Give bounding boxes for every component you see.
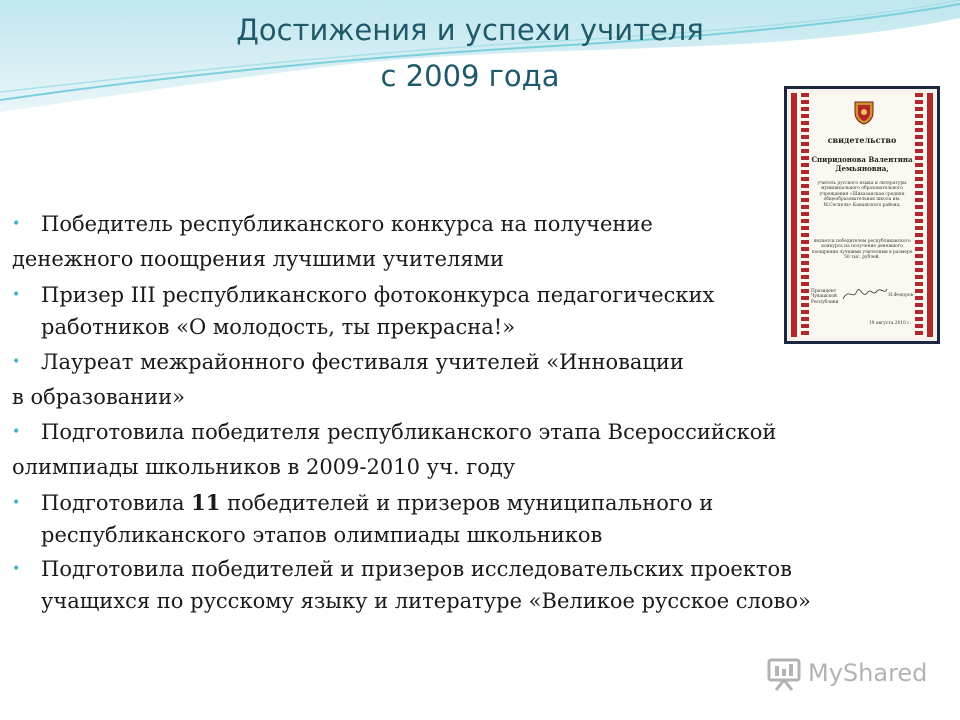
certificate-date: 19 августа 2010 г.: [868, 321, 911, 326]
certificate-signer-title: Президент Чувашской Республики: [811, 289, 839, 305]
list-item-continuation: олимпиады школьников в 2009-2010 уч. году: [12, 455, 516, 479]
list-item-text: учащихся по русскому языку и литературе «Великое русское слово»: [41, 589, 811, 613]
certificate-heading: свидетельство: [827, 135, 897, 145]
list-item-text: [41, 487, 862, 519]
bullet-icon: •: [12, 561, 21, 577]
bullet-icon: •: [12, 495, 21, 511]
presentation-board-icon: [766, 657, 802, 691]
achievements-list: [12, 207, 862, 617]
list-item-text-part: Подготовила: [41, 491, 192, 515]
watermark-text: MyShared: [808, 659, 928, 687]
bullet-icon: •: [12, 424, 21, 440]
certificate-recipient: [809, 155, 915, 173]
list-item-text: республиканского этапов олимпиады школьников: [41, 523, 603, 547]
certificate-signer-name: Н.Федоров: [888, 293, 913, 298]
certificate-text-block1: учитель русского языка и литературы муниципального образовательного учреждения «Шихазанская средняя общеобразовательная школа им. М.Сеспеля» Канашского района,: [817, 181, 907, 208]
slide-subtitle: с 2009 года: [380, 59, 560, 93]
list-item-text: Подготовила победителей и призеров исследовательских проектов: [41, 557, 792, 581]
list-item: [12, 415, 862, 450]
bullet-icon: •: [12, 287, 21, 303]
list-item-text-part: победителей и призеров муниципального и: [220, 491, 714, 515]
list-item-text: Призер III республиканского фотоконкурса педагогических: [41, 283, 715, 307]
slide-title: Достижения и успехи учителя: [236, 13, 704, 47]
list-item-continuation: в образовании»: [12, 385, 186, 409]
coat-of-arms-icon: [853, 99, 875, 125]
bullet-icon: •: [12, 354, 21, 370]
list-item-text: Подготовила победителя республиканского этапа Всероссийской: [41, 420, 777, 444]
list-item-text: работников «О молодость, ты прекрасна!»: [41, 315, 516, 339]
winners-count: 11: [191, 490, 221, 515]
list-item-text: Победитель республиканского конкурса на получение: [41, 212, 653, 236]
list-item: [12, 487, 862, 551]
list-item: [12, 279, 862, 343]
list-item-text: Лауреат межрайонного фестиваля учителей «Инновации: [41, 350, 684, 374]
list-item-continuation: денежного поощрения лучшими учителями: [12, 247, 504, 271]
myshared-watermark: [766, 655, 926, 695]
certificate-text-block2: является победителем республиканского конкурса на получение денежного поощрения лучшими учителями в размере 50 тыс. рублей.: [811, 239, 913, 261]
list-item: [12, 553, 862, 617]
bullet-icon: •: [12, 216, 21, 232]
certificate-name-line2: Демьяновна,: [835, 164, 889, 173]
certificate-name-line1: Спиридонова Валентина: [811, 155, 913, 164]
certificate-ornament-right: [915, 93, 923, 337]
list-item: [12, 207, 862, 242]
list-item: [12, 345, 862, 380]
